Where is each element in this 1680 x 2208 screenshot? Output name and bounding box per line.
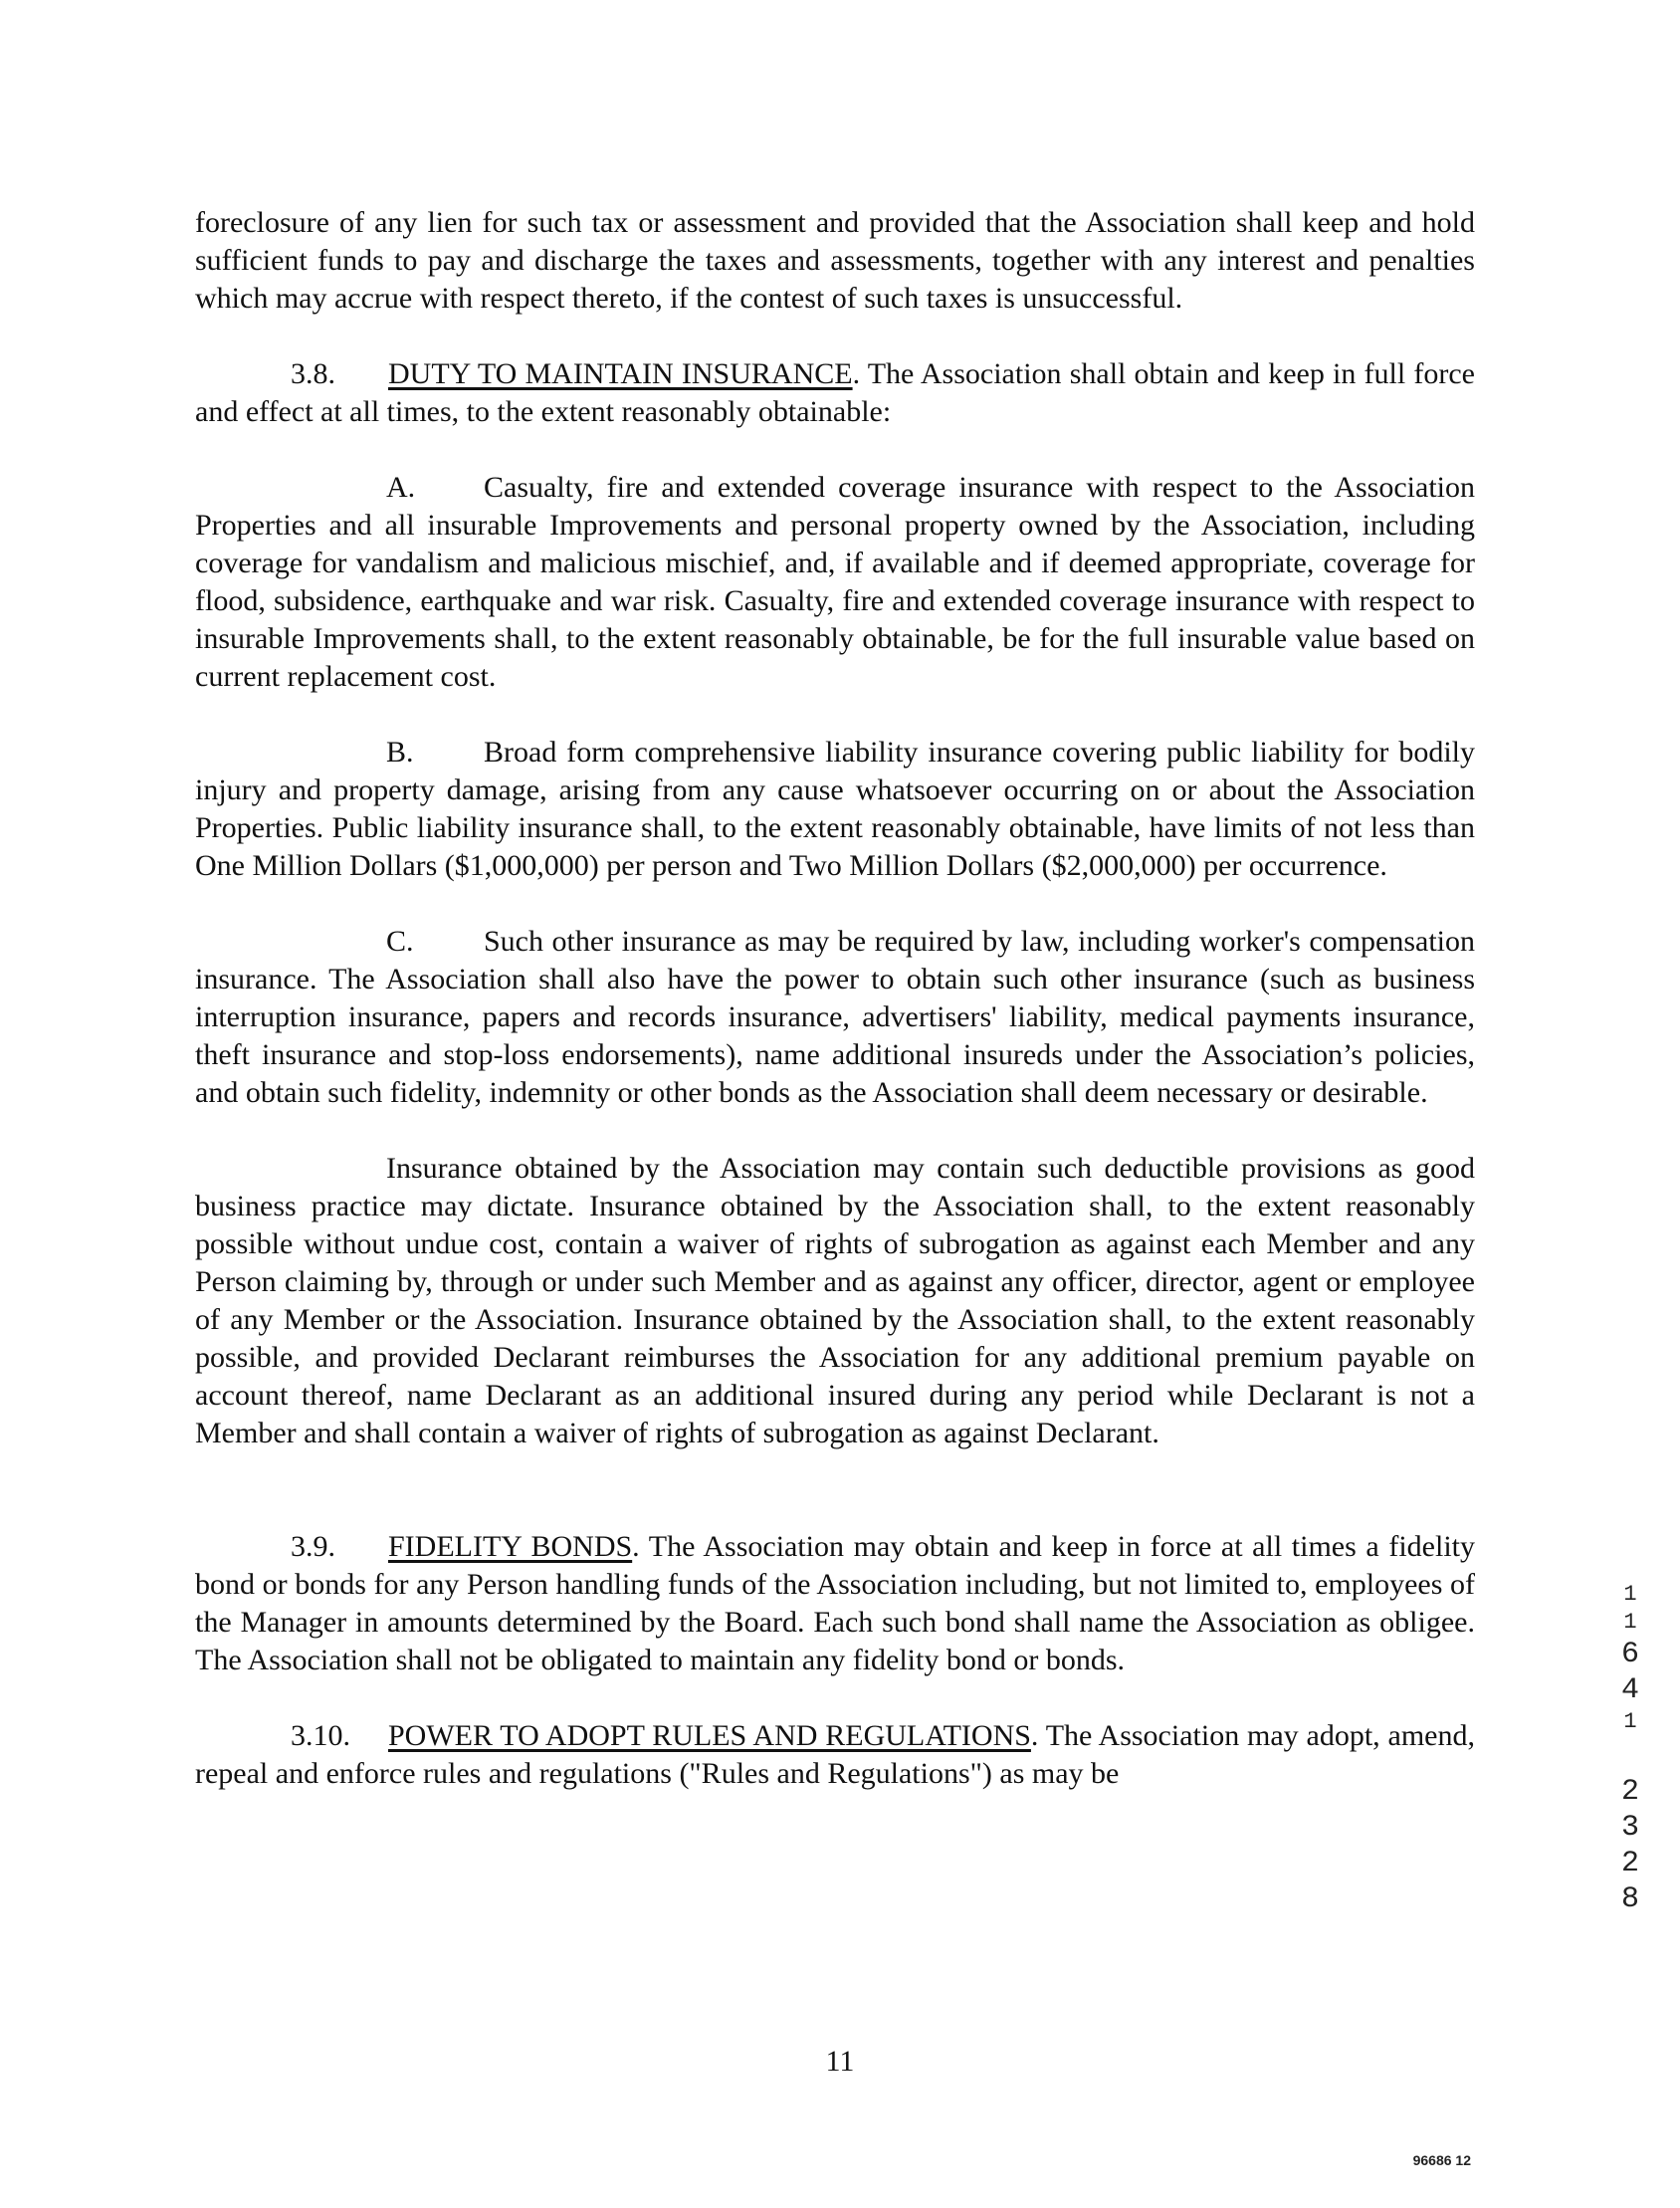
subsection-a-label: A. xyxy=(386,471,416,504)
subsection-b xyxy=(195,734,1475,885)
subsection-b-text: Broad form comprehensive liability insurance covering public liability for bodily injury and property damage, arising from any cause whatsoever occurring on or about the Association Properties. Public liability insurance shall, to the extent reasonably obtainable, have limits of not less than One Million Dollars ($1,000,000) per person and Two Million Dollars ($2,000,000) per occurrence. xyxy=(195,736,1475,882)
subsection-c-label: C. xyxy=(386,925,414,958)
page-number: 11 xyxy=(825,2045,855,2078)
section-3-10 xyxy=(195,1717,1475,1793)
section-3-10-text: . The Association may adopt, amend, repeal and enforce rules and regulations ("Rules and Regulations") as may be xyxy=(195,1719,1475,1790)
document-code: 96686 12 xyxy=(1412,2152,1471,2168)
section-3-9-heading: FIDELITY BONDS xyxy=(388,1530,633,1563)
stamp-char-5: 1 xyxy=(1623,1709,1637,1734)
section-3-8-number: 3.8. xyxy=(291,357,335,390)
section-3-10-heading: POWER TO ADOPT RULES AND REGULATIONS xyxy=(388,1719,1031,1752)
subsection-b-label: B. xyxy=(386,736,414,769)
document-body xyxy=(195,204,1475,1831)
section-3-9-number: 3.9. xyxy=(291,1530,335,1563)
subsection-c xyxy=(195,923,1475,1112)
stamp-char-7: 3 xyxy=(1620,1811,1639,1845)
section-3-10-number: 3.10. xyxy=(291,1719,350,1752)
subsection-a xyxy=(195,469,1475,696)
margin-recording-stamp xyxy=(1610,1581,1650,1917)
insurance-paragraph xyxy=(195,1150,1475,1452)
section-3-8-text: . The Association shall obtain and keep in full force and effect at all times, to the extent reasonably obtainable: xyxy=(195,357,1475,428)
section-3-8-heading: DUTY TO MAINTAIN INSURANCE xyxy=(388,357,853,390)
section-3-9-text: . The Association may obtain and keep in force at all times a fidelity bond or bonds for any Person handling funds of the Association including, but not limited to, employees of the Manager in amounts determined by the Board. Each such bond shall name the Association as obligee. The Association shall not be obligated to maintain any fidelity bond or bonds. xyxy=(195,1530,1475,1676)
section-3-8 xyxy=(195,355,1475,431)
subsection-c-text: Such other insurance as may be required by law, including worker's compensation insurance. The Association shall also have the power to obtain such other insurance (such as business interruption insurance, papers and records insurance, advertisers' liability, medical payments insurance, theft insurance and stop-loss endorsements), name additional insureds under the Association’s policies, and obtain such fidelity, indemnity or other bonds as the Association shall deem necessary or desirable. xyxy=(195,925,1475,1109)
stamp-char-1: 1 xyxy=(1623,1582,1637,1607)
paragraph-intro-text: foreclosure of any lien for such tax or assessment and provided that the Association shall keep and hold sufficient funds to pay and discharge the taxes and assessments, together with any interest and penalties which may accrue with respect thereto, if the contest of such taxes is unsuccessful. xyxy=(195,206,1475,315)
stamp-char-6: 2 xyxy=(1620,1775,1639,1809)
paragraph-intro xyxy=(195,204,1475,318)
stamp-char-2: 1 xyxy=(1623,1610,1637,1635)
subsection-a-text: Casualty, fire and extended coverage insurance with respect to the Association Properties and all insurable Improvements and personal property owned by the Association, including coverage for vandalism and malicious mischief, and, if available and if deemed appropriate, coverage for flood, subsidence, earthquake and war risk. Casualty, fire and extended coverage insurance with respect to insurable Improvements shall, to the extent reasonably obtainable, be for the full insurable value based on current replacement cost. xyxy=(195,471,1475,693)
stamp-char-3: 6 xyxy=(1620,1638,1639,1671)
stamp-char-8: 2 xyxy=(1620,1847,1639,1880)
section-3-9 xyxy=(195,1528,1475,1679)
stamp-char-9: 8 xyxy=(1620,1882,1639,1916)
stamp-char-4: 4 xyxy=(1620,1673,1639,1707)
insurance-paragraph-text: Insurance obtained by the Association may contain such deductible provisions as good business practice may dictate. Insurance obtained by the Association shall, to the extent reasonably possible without undue cost, contain a waiver of rights of subrogation as against each Member and any Person claiming by, through or under such Member and as against any officer, director, agent or employee of any Member or the Association. Insurance obtained by the Association shall, to the extent reasonably possible, and provided Declarant reimburses the Association for any additional premium payable on account thereof, name Declarant as an additional insured during any period while Declarant is not a Member and shall contain a waiver of rights of subrogation as against Declarant. xyxy=(195,1152,1475,1449)
